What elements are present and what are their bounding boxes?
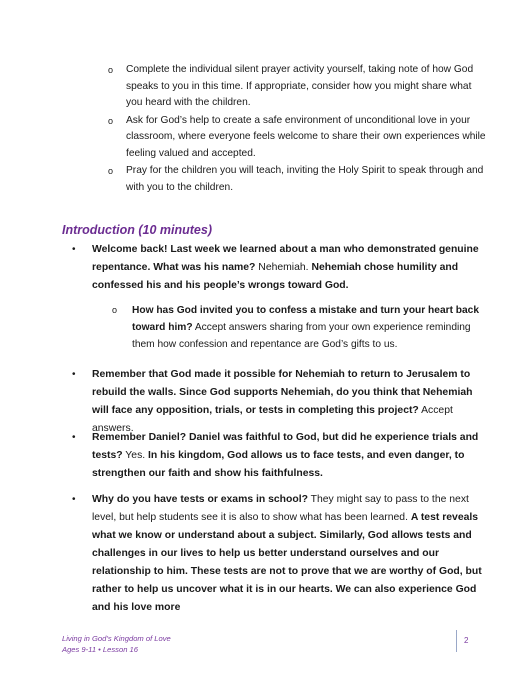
- bullet-bold-text: Nehemiah chose humility and confessed his and his people’s wrongs toward God.: [92, 262, 459, 291]
- prep-item: [108, 163, 488, 196]
- prep-item-text: Ask for God’s help to create a safe environment of unconditional love in your classroom, where everyone feels welcome to share their own experiences while feeling valued and accepted.: [126, 114, 486, 159]
- bullet-text: Accept answers.: [92, 405, 453, 434]
- bullet-text: Yes.: [122, 450, 149, 461]
- section-heading: Introduction (10 minutes): [62, 223, 212, 237]
- bullet-text: Nehemiah.: [255, 262, 312, 273]
- circle-bullet-icon: o: [112, 305, 118, 315]
- bullet-dot-icon: •: [72, 432, 76, 443]
- bullet-item: [72, 366, 492, 438]
- nested-bold-text: How has God invited you to confess a mistake and turn your heart back toward him?: [132, 305, 480, 333]
- bullet-bold-text: Welcome back! Last week we learned about a man who demonstrated genuine repentance. What was his name?: [92, 244, 479, 273]
- footer-subtitle: Ages 9-11 • Lesson 16: [62, 645, 138, 654]
- bullet-item: [72, 241, 492, 295]
- footer-divider: [456, 630, 457, 652]
- prep-item-text: Pray for the children you will teach, inviting the Holy Spirit to speak through and with you to the children.: [126, 165, 484, 193]
- footer-title: Living in God’s Kingdom of Love: [62, 634, 171, 643]
- bullet-dot-icon: •: [72, 244, 76, 255]
- prep-list: [108, 62, 488, 197]
- circle-bullet-icon: o: [108, 166, 114, 176]
- bullet-item: [72, 491, 492, 617]
- bullet-bold-text: A test reveals what we know or understand about a subject. Similarly, God allows tests and challenges in our lives to help us better understand ourselves and our relationship to him. These tests are not to prove that we are worthy of God, but rather to help us uncover what it is in our hearts. We can also experience God and his love more: [92, 512, 482, 613]
- bullet-dot-icon: •: [72, 494, 76, 505]
- bullet-bold-text: Remember Daniel? Daniel was faithful to God, but did he experience trials and tests?: [92, 432, 479, 461]
- bullet-bold-text: In his kingdom, God allows us to face tests, and even danger, to strengthen our faith and show his faithfulness.: [92, 450, 465, 479]
- page-number: 2: [464, 636, 469, 645]
- nested-item: [112, 302, 494, 353]
- bullet-text: They might say to pass to the next level, but help students see it is also to show what has been learned.: [92, 494, 469, 523]
- prep-item-text: Complete the individual silent prayer activity yourself, taking note of how God speaks to you in this time. If appropriate, consider how you might share what you heard with the children.: [126, 64, 474, 108]
- prep-item: [108, 113, 488, 163]
- circle-bullet-icon: o: [108, 115, 114, 126]
- prep-item: [108, 62, 488, 112]
- circle-bullet-icon: o: [108, 65, 114, 75]
- bullet-bold-text: Remember that God made it possible for Nehemiah to return to Jerusalem to rebuild the walls. Since God supports Nehemiah, do you think that Nehemiah will face any opposition, trials, or tests in completing this project?: [92, 369, 473, 416]
- bullet-item: [72, 429, 492, 483]
- bullet-dot-icon: •: [72, 369, 76, 380]
- page-footer: [62, 633, 171, 655]
- nested-text: Accept answers sharing from your own experience reminding them how confession and repentance are God’s gifts to us.: [132, 322, 471, 350]
- bullet-bold-text: Why do you have tests or exams in school?: [92, 494, 308, 505]
